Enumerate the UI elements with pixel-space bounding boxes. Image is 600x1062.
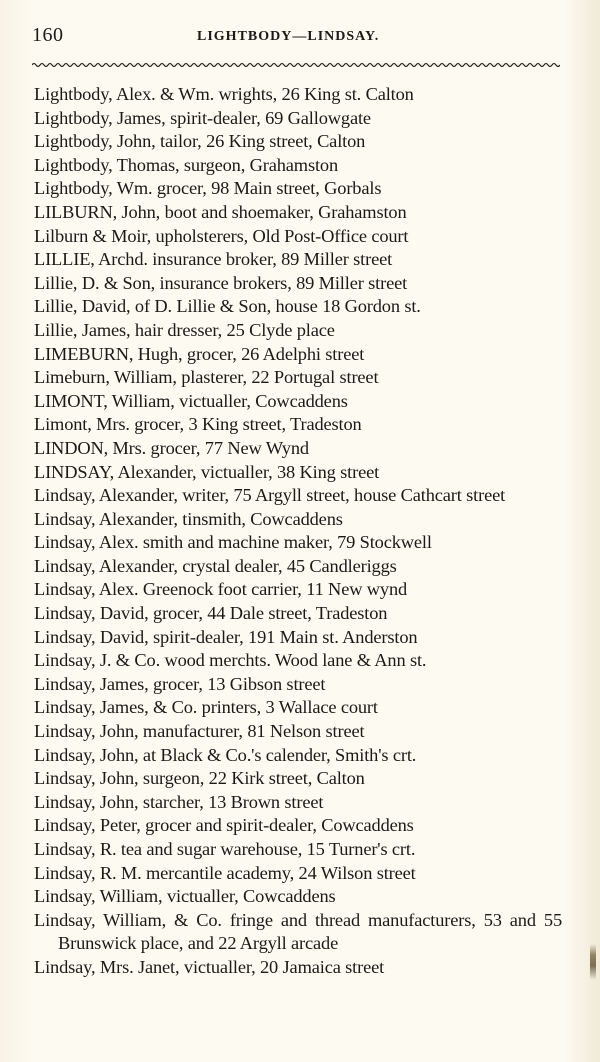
directory-entry: Lindsay, Alex. Greenock foot carrier, 11 New wynd [34, 579, 408, 600]
directory-entry: Lillie, David, of D. Lillie & Son, house 18 Gordon st. [34, 296, 421, 317]
directory-entry: Lightbody, Thomas, surgeon, Grahamston [34, 154, 339, 175]
directory-entry: Lindsay, William, victualler, Cowcaddens [34, 886, 336, 907]
directory-entry: Lindsay, John, starcher, 13 Brown street [34, 791, 324, 812]
directory-entry: Lindsay, Alexander, crystal dealer, 45 Candleriggs [34, 555, 397, 576]
directory-entry: Lillie, D. & Son, insurance brokers, 89 Miller street [34, 272, 408, 293]
running-head: LIGHTBODY—LINDSAY. [197, 29, 380, 44]
directory-entry: LILLIE, Archd. insurance broker, 89 Miller street [34, 249, 393, 270]
page-number: 160 [32, 24, 64, 46]
page-edge-mark [590, 944, 596, 980]
directory-entry: Lindsay, Alexander, tinsmith, Cowcaddens [34, 508, 343, 529]
directory-entry: Lilburn & Moir, upholsterers, Old Post-Office court [34, 225, 409, 246]
directory-entry: Lillie, James, hair dresser, 25 Clyde place [34, 319, 335, 340]
directory-entry: Lightbody, Alex. & Wm. wrights, 26 King st. Calton [34, 84, 414, 104]
directory-entry: LINDSAY, Alexander, victualler, 38 King street [34, 461, 380, 482]
directory-entry: Lindsay, Alex. smith and machine maker, 79 Stockwell [34, 532, 432, 553]
directory-entry: Lindsay, R. tea and sugar warehouse, 15 Turner's crt. [34, 839, 416, 859]
directory-entry: Lightbody, James, spirit-dealer, 69 Gallowgate [34, 107, 371, 128]
directory-entry: Limeburn, William, plasterer, 22 Portugal street [34, 367, 379, 388]
directory-entry: Lindsay, James, & Co. printers, 3 Wallace court [34, 697, 378, 718]
directory-entry: Lindsay, Mrs. Janet, victualler, 20 Jamaica street [34, 956, 385, 977]
directory-entry: LILBURN, John, boot and shoemaker, Grahamston [34, 201, 407, 222]
directory-entry: Lindsay, David, grocer, 44 Dale street, Tradeston [34, 603, 388, 624]
directory-entry: Lindsay, J. & Co. wood merchts. Wood lane & Ann st. [34, 650, 427, 671]
directory-entry: Lightbody, Wm. grocer, 98 Main street, Gorbals [34, 178, 382, 199]
directory-entry: Lindsay, Alexander, writer, 75 Argyll street, house Cathcart street [34, 485, 506, 506]
directory-entry: Lindsay, James, grocer, 13 Gibson street [34, 673, 326, 694]
directory-entries [34, 83, 562, 980]
directory-entry: Lindsay, William, & Co. fringe and thread manufacturers, 53 and 55 Brunswick place, and 22 Argyll arcade [34, 909, 562, 954]
directory-entry: LINDON, Mrs. grocer, 77 New Wynd [34, 437, 309, 458]
ornamental-rule [32, 62, 560, 68]
directory-entry: Lindsay, David, spirit-dealer, 191 Main st. Anderston [34, 626, 418, 647]
directory-entry: LIMONT, William, victualler, Cowcaddens [34, 390, 348, 411]
directory-entry: Limont, Mrs. grocer, 3 King street, Tradeston [34, 414, 362, 435]
directory-entry: Lindsay, Peter, grocer and spirit-dealer, Cowcaddens [34, 815, 414, 836]
directory-entry: Lindsay, John, surgeon, 22 Kirk street, Calton [34, 768, 365, 789]
page-header [32, 24, 562, 52]
directory-entry: Lindsay, R. M. mercantile academy, 24 Wilson street [34, 862, 416, 883]
directory-entry: LIMEBURN, Hugh, grocer, 26 Adelphi street [34, 343, 365, 364]
directory-entry: Lindsay, John, manufacturer, 81 Nelson street [34, 721, 365, 742]
directory-entry: Lindsay, John, at Black & Co.'s calender, Smith's crt. [34, 744, 417, 765]
directory-entry: Lightbody, John, tailor, 26 King street, Calton [34, 131, 366, 152]
